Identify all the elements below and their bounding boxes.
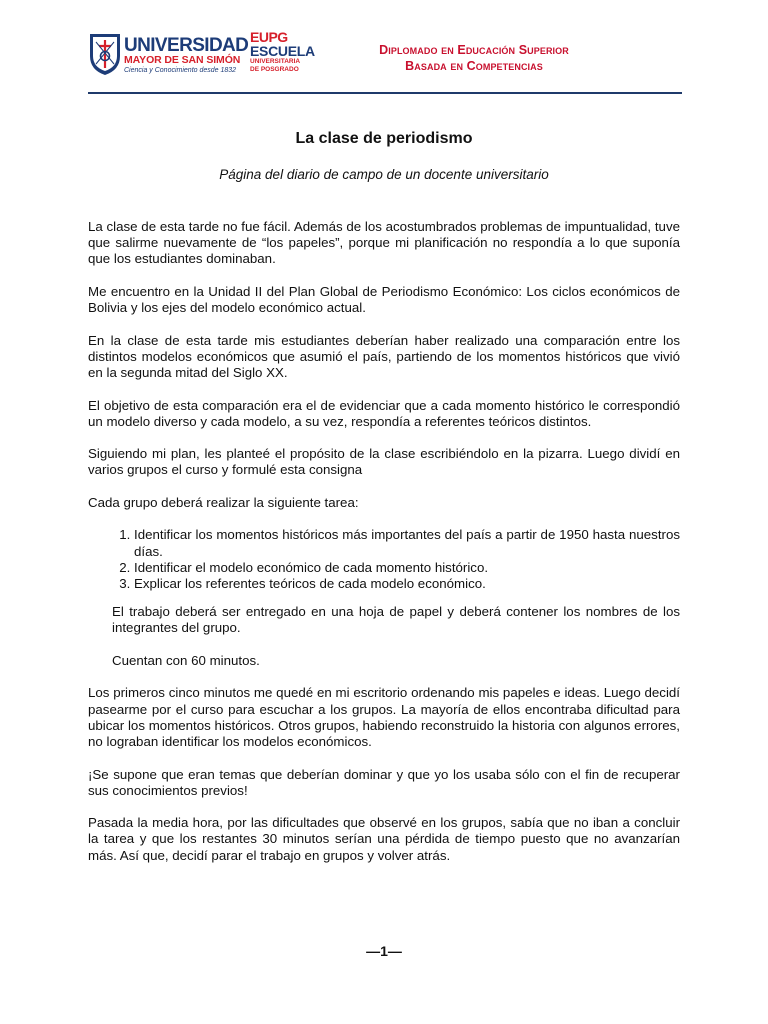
diploma-line-2: Basada en Competencias <box>405 59 543 73</box>
list-item: 3. Explicar los referentes teóricos de cada modelo económico. <box>134 576 680 592</box>
list-item: 2. Identificar el modelo económico de cada momento histórico. <box>134 560 680 576</box>
university-tagline: Ciencia y Conocimiento desde 1832 <box>124 67 237 74</box>
paragraph: Pasada la media hora, por las dificultades que observé en los grupos, sabía que no iban a concluir la tarea y que los restantes 30 minutos serían una pérdida de tiempo puesto que no avanzarían más. Así que, decidí parar el trabajo en grupos y volver atrás. <box>88 815 680 863</box>
paragraph: Siguiendo mi plan, les planteé el propósito de la clase escribiéndolo en la pizarra. Luego dividí en varios grupos el curso y formulé esta consigna <box>88 446 680 478</box>
task-list <box>88 527 680 592</box>
eupg-logo <box>250 30 322 73</box>
document-subtitle: Página del diario de campo de un docente universitario <box>219 167 549 182</box>
university-subtitle: MAYOR DE SAN SIMÓN <box>124 54 241 66</box>
paragraph: Me encuentro en la Unidad II del Plan Global de Periodismo Económico: Los ciclos económicos de Bolivia y los ejes del modelo económico actual. <box>88 283 680 316</box>
paragraph: La clase de esta tarde no fue fácil. Además de los acostumbrados problemas de impuntualidad, tuve que salirme nuevamente de “los papeles”, porque mi planificación no respondía a lo que suponía que los estudiantes dominaban. <box>88 219 680 267</box>
diploma-line-1: Diplomado en Educación Superior <box>379 43 569 57</box>
university-name: UNIVERSIDAD <box>124 35 249 56</box>
eupg-line-2: DE POSGRADO <box>250 65 299 73</box>
header-divider <box>88 92 682 94</box>
eupg-acronym: EUPG <box>250 29 288 45</box>
page-header <box>88 28 682 84</box>
indented-paragraph: El trabajo deberá ser entregado en una hoja de papel y deberá contener los nombres de los integrantes del grupo. <box>112 604 680 636</box>
page-number: —1— <box>366 943 402 959</box>
eupg-line-1: UNIVERSITARIA <box>250 58 301 65</box>
eupg-escuela: ESCUELA <box>250 43 315 59</box>
diploma-title <box>344 42 604 74</box>
document-title: La clase de periodismo <box>295 130 473 147</box>
paragraph: Los primeros cinco minutos me quedé en mi escritorio ordenando mis papeles e ideas. Luego decidí pasearme por el curso para escuchar a los grupos. La mayoría de ellos encontraba dificultad para ubicar los momentos históricos. Otros grupos, habiendo reconstruido la historia con algunos errores, no lograban identificar los modelos económicos. <box>88 685 680 750</box>
indented-paragraph: Cuentan con 60 minutos. <box>112 652 260 668</box>
university-shield-logo <box>88 30 122 76</box>
paragraph: En la clase de esta tarde mis estudiantes deberían haber realizado una comparación entre los distintos modelos económicos que asumió el país, partiendo de los momentos históricos que vivió en la segunda mitad del Siglo XX. <box>88 332 680 381</box>
paragraph: El objetivo de esta comparación era el de evidenciar que a cada momento histórico le correspondió un modelo diverso y cada modelo, a su vez, respondía a referentes teóricos distintos. <box>88 397 680 429</box>
list-item: 1. Identificar los momentos históricos más importantes del país a partir de 1950 hasta nuestros días. <box>134 527 680 559</box>
paragraph: ¡Se supone que eran temas que deberían dominar y que yo los usaba sólo con el fin de recuperar sus conocimientos previos! <box>88 766 680 798</box>
document-body <box>88 219 680 880</box>
paragraph: Cada grupo deberá realizar la siguiente tarea: <box>88 494 359 510</box>
